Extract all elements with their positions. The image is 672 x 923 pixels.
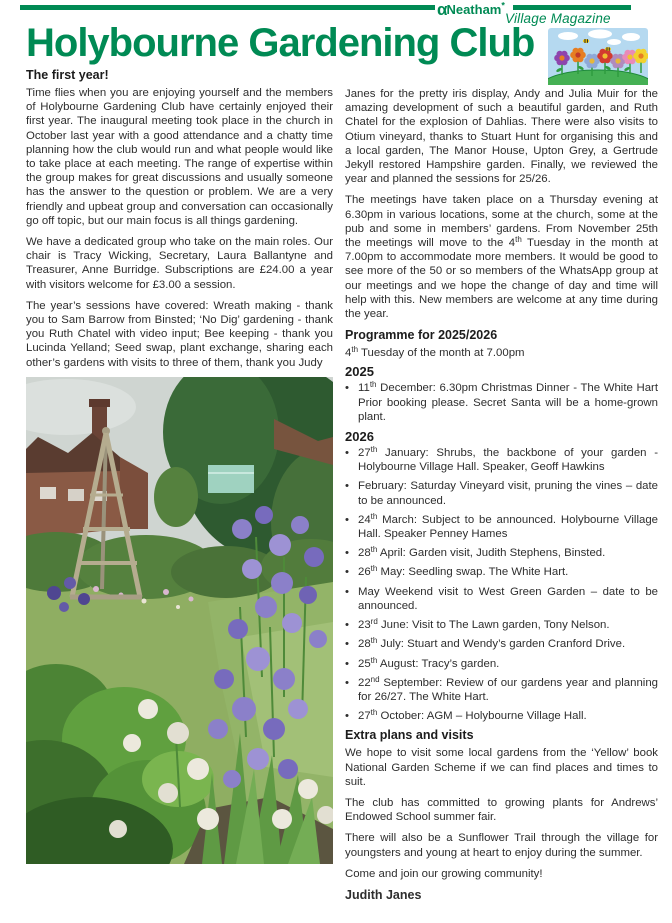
item-day: 26 xyxy=(358,566,371,579)
bullet-icon: • xyxy=(345,566,349,579)
programme-item xyxy=(345,565,658,579)
item-day: 23 xyxy=(358,619,371,632)
right-column xyxy=(345,68,658,902)
programme-list-2026 xyxy=(345,446,658,723)
alpha-logo-icon: α xyxy=(437,0,447,19)
programme-list-2025 xyxy=(345,381,658,424)
item-day: 11 xyxy=(358,382,370,395)
programme-item xyxy=(345,546,658,560)
ordinal-suffix: th xyxy=(351,345,359,355)
programme-subline xyxy=(345,346,658,360)
bullet-icon: • xyxy=(345,480,349,493)
item-day: 27 xyxy=(358,710,371,723)
programme-item xyxy=(345,618,658,632)
logo-name: Neatham xyxy=(446,2,502,17)
paragraph: Janes for the pretty iris display, Andy and Julia Muir for the amazing development of such a beautiful garden, and Ruth Chatel for the explosion of Dahlias. There were also visits to Otium vineyard, thanks to Stuart Hunt for organising this and a local garden, The Manor House, Upton Grey, a Gertrude Jekyll restored Hampshire garden. Finally, we reviewed the year and planned the sessions for 25/26. xyxy=(345,88,658,186)
ordinal-suffix: th xyxy=(370,545,378,555)
year-heading-2026: 2026 xyxy=(345,429,374,445)
ordinal-suffix: th xyxy=(370,708,378,718)
ordinal-suffix: th xyxy=(370,655,378,665)
paragraph: Come and join our growing community! xyxy=(345,867,543,880)
item-text: January: Shrubs, the backbone of your garden - Holybourne Village Hall. Speaker, Geoff Hawkins xyxy=(358,447,658,474)
bullet-icon: • xyxy=(345,710,349,723)
item-day: 25 xyxy=(358,657,371,670)
ordinal-suffix: th xyxy=(370,564,378,574)
item-text: June: Visit to The Lawn garden, Tony Nelson. xyxy=(377,619,610,632)
item-text: February: Saturday Vineyard visit, pruning the vines – date to be announced. xyxy=(358,480,658,507)
programme-item xyxy=(345,381,658,424)
subline-text: Tuesday of the month at 7.00pm xyxy=(358,347,525,360)
item-text: July: Stuart and Wendy’s garden Cranford Drive. xyxy=(377,638,626,651)
bullet-icon: • xyxy=(345,676,349,689)
paragraph: Time flies when you are enjoying yourself and the members of Holybourne Gardening Club have certainly enjoyed their first year. The inaugural meeting took place in the church in October last year with a good attendance and a chatty time planning how the club would run and what people would like to take place at each meeting. The range of expertise within the group makes for great discussions and usually someone has the answer to the question or problem. We are a very friendly and upbeat group and conversation can occasionally go off topic, but our main focus is all things gardening. xyxy=(26,87,333,227)
paragraph: There will also be a Sunflower Trail through the village for youngsters and young at heart to enjoy during the summer. xyxy=(345,832,658,859)
page-title: Holybourne Gardening Club xyxy=(26,21,535,65)
paragraph-text: Tuesday in the month at 7.00pm to accommodate more members. It would be good to see more of the 50 or so members of the WhatsApp group at our meetings and we hope the change of day and time will help with this. New members are welcome at any time during the year. xyxy=(345,237,658,321)
paragraph: We have a dedicated group who take on the main roles. Our chair is Tracy Wicking, Secretary, Laura Ballantyne and Treasurer, Anne Burridge. Subscriptions are £24.00 a year with visitors welcome for £3.00 a session. xyxy=(26,236,333,291)
subline-text: 4 xyxy=(345,347,352,360)
magazine-name: Village Magazine xyxy=(505,11,611,26)
bullet-icon: • xyxy=(345,447,349,460)
programme-item xyxy=(345,513,658,541)
neatham-logo xyxy=(437,0,505,20)
article-body xyxy=(26,68,658,902)
programme-item xyxy=(345,585,658,613)
ordinal-suffix: th xyxy=(370,636,378,646)
bullet-icon: • xyxy=(345,619,349,632)
item-text: May: Seedling swap. The White Hart. xyxy=(377,566,569,579)
left-column xyxy=(26,68,333,902)
programme-item xyxy=(345,479,658,507)
item-day: 24 xyxy=(358,513,371,526)
section-heading-first-year: The first year! xyxy=(26,68,109,82)
paragraph-text: The meetings have taken place on a Thursday evening at 6.30pm in various locations, some at the church, some at the pub and some in members’ gardens. From November 25th the meetings will move to the 4 xyxy=(345,194,658,250)
programme-item xyxy=(345,446,658,474)
bullet-icon: • xyxy=(345,657,349,670)
section-heading-extra-plans: Extra plans and visits xyxy=(345,728,474,743)
masthead-rule-left xyxy=(20,5,435,10)
programme-item xyxy=(345,709,658,723)
year-heading-2025: 2025 xyxy=(345,364,374,380)
bullet-icon: • xyxy=(345,513,349,526)
logo-star-icon: * xyxy=(501,0,505,11)
item-text: April: Garden visit, Judith Stephens, Binsted. xyxy=(377,547,606,560)
item-day: 22 xyxy=(358,676,371,689)
item-text: May Weekend visit to West Green Garden – date to be announced. xyxy=(358,585,658,612)
item-day: 28 xyxy=(358,547,371,560)
bullet-icon: • xyxy=(345,382,349,395)
ordinal-suffix: th xyxy=(370,511,378,521)
item-text: September: Review of our gardens year and planning for 26/27. The White Hart. xyxy=(358,676,658,703)
item-day: 27 xyxy=(358,447,371,460)
ordinal-suffix: th xyxy=(515,235,522,245)
paragraph: We hope to visit some local gardens from the ‘Yellow’ book National Garden Scheme if we can find places and times to suit. xyxy=(345,747,658,788)
bullet-icon: • xyxy=(345,585,349,598)
programme-item xyxy=(345,676,658,704)
author-signature: Judith Janes xyxy=(345,887,422,902)
paragraph: The year’s sessions have covered: Wreath making - thank you to Sam Barrow from Binsted; ‘No Dig’ gardening - thank you Ruth Chatel with video input; Bee keeping - thank you Lucinda Yelland; Seed swap, plant exchange, sharing each other’s gardens with visits to three of them, thank you Judy xyxy=(26,299,333,369)
paragraph xyxy=(345,193,658,321)
bullet-icon: • xyxy=(345,638,349,651)
ordinal-suffix: rd xyxy=(370,617,378,627)
programme-item xyxy=(345,657,658,671)
ordinal-suffix: th xyxy=(370,445,378,455)
masthead-rule-right xyxy=(513,5,631,10)
item-text: August: Tracy’s garden. xyxy=(377,657,500,670)
ordinal-suffix: th xyxy=(369,380,377,390)
item-text: October: AGM – Holybourne Village Hall. xyxy=(377,710,587,723)
item-day: 28 xyxy=(358,638,371,651)
ordinal-suffix: nd xyxy=(370,674,380,684)
garden-photo xyxy=(26,377,333,864)
bullet-icon: • xyxy=(345,547,349,560)
section-heading-programme: Programme for 2025/2026 xyxy=(345,328,498,343)
programme-item xyxy=(345,637,658,651)
item-text: March: Subject to be announced. Holybourne Village Hall. Speaker Penney Hames xyxy=(358,513,658,541)
item-text: December: 6.30pm Christmas Dinner - The White Hart Prior booking please. Secret Santa will be a home-grown plant. xyxy=(358,382,658,423)
paragraph: The club has committed to growing plants for Andrews’ Endowed School summer fair. xyxy=(345,796,658,824)
